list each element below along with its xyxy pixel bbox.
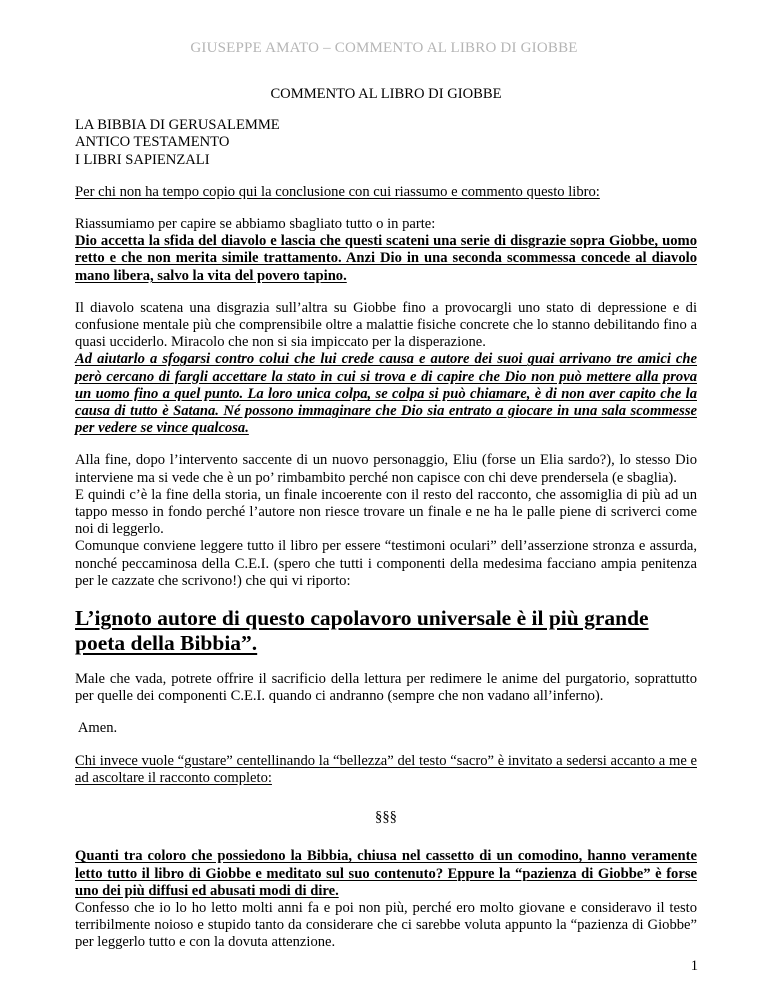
source-line: LA BIBBIA DI GERUSALEMME bbox=[75, 117, 280, 134]
document-body bbox=[75, 86, 697, 952]
devil-block bbox=[75, 300, 697, 438]
quote-heading: L’ignoto autore di questo capolavoro universale è il più grande poeta della Bibbia”. bbox=[75, 606, 649, 656]
running-header: GIUSEPPE AMATO – COMMENTO AL LIBRO DI GIOBBE bbox=[190, 40, 578, 56]
invite-line: Chi invece vuole “gustare” centellinando la “bellezza” del testo “sacro” è invitato a sedersi accanto a me e ad ascoltare il racconto completo: bbox=[75, 752, 697, 786]
confession-paragraph: Confesso che io lo ho letto molti anni fa e poi non più, perché ero molto giovane e consideravo il testo terribilmente noioso e stupido tanto da considerare che ci sarebbe voluta appunto la “pazienza di Giobbe” per leggerlo tutto e con la dovuta attenzione. bbox=[75, 899, 697, 951]
summary-lead: Riassumiamo per capire se abbiamo sbagliato tutto o in parte: bbox=[75, 216, 436, 233]
source-line: ANTICO TESTAMENTO bbox=[75, 134, 230, 151]
para-ending-2: E quindi c’è la fine della storia, un finale incoerente con il resto del racconto, che assomiglia di più ad un tappo messo in fondo perché l’autore non riesce trovare un finale e ne ha le palle piene di scriverci come noi di leggerlo. bbox=[75, 486, 697, 538]
ending-block bbox=[75, 452, 697, 590]
amen-line: Amen. bbox=[75, 720, 118, 737]
question-paragraph: Quanti tra coloro che possiedono la Bibbia, chiusa nel cassetto di un comodino, hanno veramente letto tutto il libro di Giobbe e meditato sul suo contenuto? Eppure la “pazienza di Giobbe” è forse uno dei più diffusi ed abusati modi di dire. bbox=[75, 848, 697, 899]
intro-line: Per chi non ha tempo copio qui la conclusione con cui riassumo e commento questo libro: bbox=[75, 183, 600, 200]
section-separator: §§§ bbox=[375, 809, 397, 826]
para-friends: Ad aiutarlo a sfogarsi contro colui che lui crede causa e autore dei suoi guai arrivano tre amici che però cercano di fargli accettare la stato in cui si trova e di capire che Dio non può mettere alla prova un uomo fino a quel punto. La loro unica colpa, se colpa si può chiamare, è di non aver capito che la causa di tutto è Satana. Né possono immaginare che Dio sia entrato a giocare in una sala scommesse per vedere se vince qualcosa. bbox=[75, 351, 697, 437]
summary-block bbox=[75, 216, 697, 285]
para-purgatory: Male che vada, potrete offrire il sacrificio della lettura per redimere le anime del purgatorio, soprattutto per quelle dei componenti C.E.I. quando ci andranno (sempre che non vadano all’inferno). bbox=[75, 671, 697, 705]
para-ending-3: Comunque conviene leggere tutto il libro per essere “testimoni oculari” dell’asserzione stronza e assurda, nonché peccaminosa della C.E.I. (spero che tutti i componenti della medesima facciano ampia penitenza per le cazzate che scrivono!) che qui vi riporto: bbox=[75, 538, 697, 589]
page-number: 1 bbox=[690, 958, 698, 974]
para-ending-1: Alla fine, dopo l’intervento saccente di un nuovo personaggio, Eliu (forse un Elia sardo?), lo stesso Dio interviene ma si vede che è un po’ rimbambito perché non capisce con chi deve prendersela (e sbaglia). bbox=[75, 452, 697, 486]
summary-bold: Dio accetta la sfida del diavolo e lascia che questi scateni una serie di disgrazie sopra Giobbe, uomo retto e che non merita simile trattamento. Anzi Dio in una seconda scommessa concede al diavolo mano libera, salvo la vita del povero tapino. bbox=[75, 233, 697, 284]
para-devil: Il diavolo scatena una disgrazia sull’altra su Giobbe fino a provocargli uno stato di depressione e di confusione mentale più che comprensibile oltre a malattie fisiche concrete che lo stanno debilitando fino a quasi ucciderlo. Miracolo che non si sia impiccato per la disperazione. bbox=[75, 299, 697, 351]
document-title: COMMENTO AL LIBRO DI GIOBBE bbox=[270, 86, 502, 102]
source-block bbox=[75, 117, 697, 169]
source-line: I LIBRI SAPIENZALI bbox=[75, 151, 210, 168]
